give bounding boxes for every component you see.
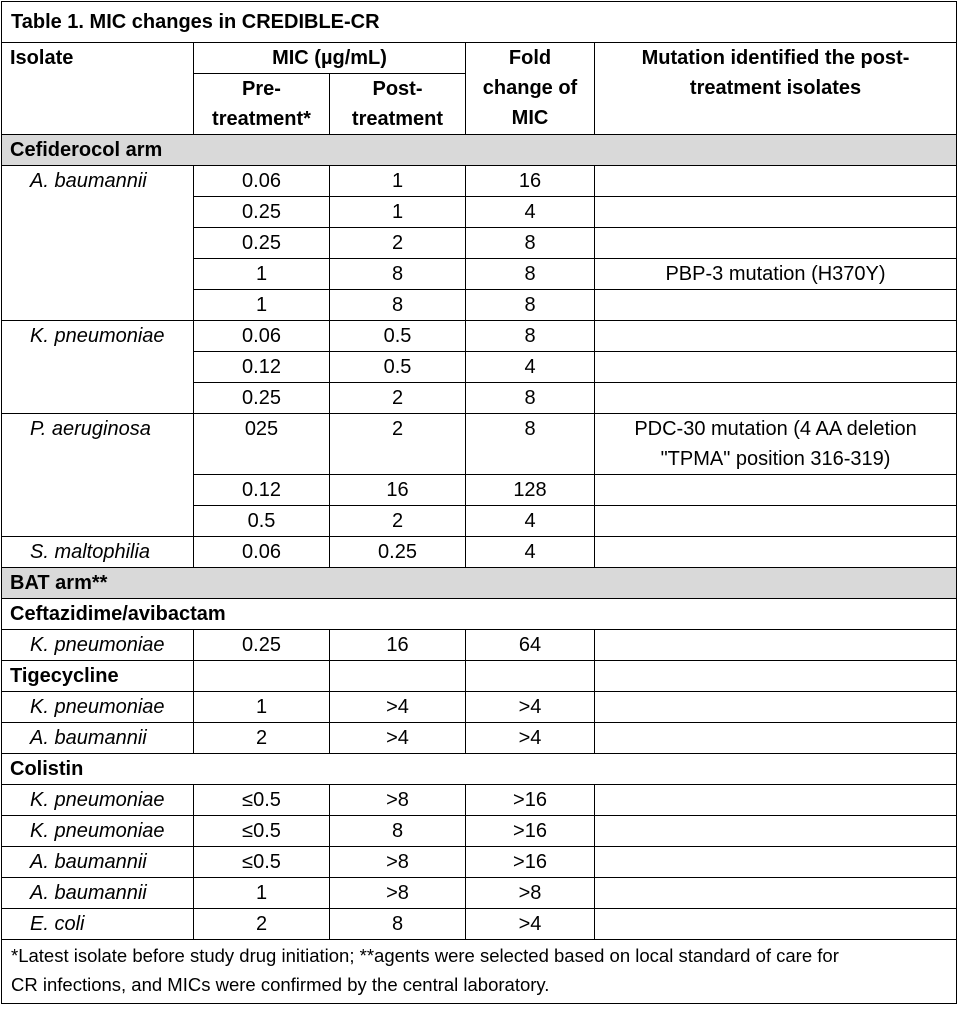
post-cell: 8 <box>330 259 466 290</box>
mutation-line1: PDC-30 mutation (4 AA deletion <box>634 418 917 440</box>
mutation-cell <box>595 197 957 228</box>
table-row <box>2 630 957 661</box>
mutation-cell <box>595 909 957 940</box>
fold-cell: >16 <box>466 785 595 816</box>
pre-cell: 025 <box>194 414 330 475</box>
fold-cell: >4 <box>466 723 595 754</box>
post-cell: 8 <box>330 290 466 321</box>
organism-cell <box>2 383 194 414</box>
mutation-cell <box>595 506 957 537</box>
pre-cell: 0.25 <box>194 630 330 661</box>
section-bat-arm: BAT arm** <box>2 568 957 599</box>
organism-cell <box>2 475 194 506</box>
post-cell: 2 <box>330 228 466 259</box>
organism-cell: A. baumannii <box>2 847 194 878</box>
fold-cell: 4 <box>466 352 595 383</box>
organism-cell <box>2 352 194 383</box>
post-cell: >4 <box>330 692 466 723</box>
organism-cell <box>2 197 194 228</box>
table-row <box>2 259 957 290</box>
mic-header: MIC (µg/mL) <box>194 43 466 74</box>
post-header-line1: Post- <box>372 78 423 100</box>
table-title-row <box>2 2 957 43</box>
post-cell: 0.5 <box>330 321 466 352</box>
table-row <box>2 692 957 723</box>
mutation-cell: PBP-3 mutation (H370Y) <box>595 259 957 290</box>
post-cell: 8 <box>330 909 466 940</box>
table-container <box>1 1 956 1004</box>
fold-cell: >16 <box>466 847 595 878</box>
fold-cell: >8 <box>466 878 595 909</box>
mutation-line2: "TPMA" position 316-319) <box>660 448 891 470</box>
pre-cell: 2 <box>194 723 330 754</box>
pre-cell: 1 <box>194 878 330 909</box>
mutation-cell <box>595 290 957 321</box>
pre-cell: 0.12 <box>194 352 330 383</box>
post-cell: 2 <box>330 506 466 537</box>
empty-cell <box>466 661 595 692</box>
pre-cell: 1 <box>194 692 330 723</box>
table-row <box>2 197 957 228</box>
post-header-line2: treatment <box>351 108 444 130</box>
fold-cell: 8 <box>466 383 595 414</box>
subsection-colistin: Colistin <box>2 754 957 785</box>
table-row <box>2 723 957 754</box>
table-row <box>2 228 957 259</box>
pre-cell: 1 <box>194 259 330 290</box>
table-title: Table 1. MIC changes in CREDIBLE-CR <box>2 2 957 43</box>
subsection-row-caz <box>2 599 957 630</box>
mutation-cell <box>595 878 957 909</box>
pre-cell: 0.06 <box>194 321 330 352</box>
fold-cell: >16 <box>466 816 595 847</box>
organism-cell: A. baumannii <box>2 723 194 754</box>
table-row <box>2 537 957 568</box>
mutation-cell <box>595 352 957 383</box>
pre-header-line1: Pre- <box>242 78 281 100</box>
subsection-ceftazidime-avibactam: Ceftazidime/avibactam <box>2 599 957 630</box>
table-row <box>2 909 957 940</box>
fold-header-line3: MIC <box>511 107 549 129</box>
organism-cell: S. maltophilia <box>2 537 194 568</box>
mutation-cell <box>595 785 957 816</box>
pre-cell: 0.25 <box>194 383 330 414</box>
table-row <box>2 475 957 506</box>
organism-cell <box>2 290 194 321</box>
post-cell: 1 <box>330 197 466 228</box>
table-row <box>2 414 957 475</box>
subsection-tigecycline: Tigecycline <box>2 661 194 692</box>
post-cell: 8 <box>330 816 466 847</box>
mutation-cell <box>595 321 957 352</box>
fold-header-line2: change of <box>482 77 578 99</box>
footnote-line2: CR infections, and MICs were confirmed by the central laboratory. <box>11 974 550 995</box>
pre-cell: 0.06 <box>194 537 330 568</box>
fold-cell: 4 <box>466 197 595 228</box>
mutation-header <box>595 43 957 135</box>
mutation-cell <box>595 816 957 847</box>
organism-cell: P. aeruginosa <box>2 414 194 475</box>
fold-cell: 8 <box>466 321 595 352</box>
pre-cell: 0.12 <box>194 475 330 506</box>
post-cell: >8 <box>330 878 466 909</box>
pre-treatment-header <box>194 74 330 135</box>
empty-cell <box>595 661 957 692</box>
organism-cell <box>2 228 194 259</box>
post-cell: 0.5 <box>330 352 466 383</box>
mutation-cell <box>595 723 957 754</box>
table-row <box>2 816 957 847</box>
mutation-cell <box>595 630 957 661</box>
mutation-cell <box>595 692 957 723</box>
organism-cell: A. baumannii <box>2 878 194 909</box>
table-row <box>2 878 957 909</box>
mutation-cell <box>595 847 957 878</box>
mutation-cell <box>595 537 957 568</box>
fold-cell: 8 <box>466 228 595 259</box>
fold-cell: 16 <box>466 166 595 197</box>
isolate-header: Isolate <box>2 43 194 135</box>
organism-cell: A. baumannii <box>2 166 194 197</box>
table-row <box>2 352 957 383</box>
organism-cell: K. pneumoniae <box>2 321 194 352</box>
organism-cell: E. coli <box>2 909 194 940</box>
mutation-header-line2: treatment isolates <box>689 77 862 99</box>
fold-cell: 8 <box>466 259 595 290</box>
empty-cell <box>330 661 466 692</box>
table-row <box>2 383 957 414</box>
fold-header-line1: Fold <box>508 47 552 69</box>
fold-cell: 64 <box>466 630 595 661</box>
post-cell: 0.25 <box>330 537 466 568</box>
pre-cell: 0.25 <box>194 228 330 259</box>
section-cefiderocol-arm: Cefiderocol arm <box>2 135 957 166</box>
subsection-row-tigecycline <box>2 661 957 692</box>
organism-cell: K. pneumoniae <box>2 785 194 816</box>
post-cell: 2 <box>330 383 466 414</box>
pre-cell: 0.06 <box>194 166 330 197</box>
table-row <box>2 321 957 352</box>
subsection-row-colistin <box>2 754 957 785</box>
mutation-cell <box>595 475 957 506</box>
footnote-line1: *Latest isolate before study drug initiation; **agents were selected based on local standard of care for <box>11 945 839 966</box>
section-row-cefiderocol <box>2 135 957 166</box>
organism-cell: K. pneumoniae <box>2 692 194 723</box>
organism-cell: K. pneumoniae <box>2 816 194 847</box>
fold-cell: 8 <box>466 290 595 321</box>
pre-cell: 0.5 <box>194 506 330 537</box>
empty-cell <box>194 661 330 692</box>
mutation-cell <box>595 414 957 475</box>
pre-cell: ≤0.5 <box>194 816 330 847</box>
organism-cell <box>2 506 194 537</box>
mutation-cell <box>595 228 957 259</box>
pre-cell: ≤0.5 <box>194 847 330 878</box>
mutation-cell <box>595 166 957 197</box>
pre-cell: 2 <box>194 909 330 940</box>
post-cell: 16 <box>330 475 466 506</box>
fold-cell: 4 <box>466 537 595 568</box>
fold-cell: 4 <box>466 506 595 537</box>
pre-cell: ≤0.5 <box>194 785 330 816</box>
post-cell: 16 <box>330 630 466 661</box>
section-row-bat <box>2 568 957 599</box>
organism-cell: K. pneumoniae <box>2 630 194 661</box>
table-row <box>2 847 957 878</box>
pre-cell: 1 <box>194 290 330 321</box>
footnote <box>2 940 957 1004</box>
header-row-1 <box>2 43 957 74</box>
post-treatment-header <box>330 74 466 135</box>
footnote-row <box>2 940 957 1004</box>
pre-header-line2: treatment* <box>212 108 311 130</box>
post-cell: >8 <box>330 847 466 878</box>
table-row <box>2 290 957 321</box>
mutation-header-line1: Mutation identified the post- <box>641 47 910 69</box>
pre-cell: 0.25 <box>194 197 330 228</box>
post-cell: 2 <box>330 414 466 475</box>
fold-cell: >4 <box>466 692 595 723</box>
table-row <box>2 785 957 816</box>
table-row <box>2 506 957 537</box>
fold-cell: 8 <box>466 414 595 475</box>
mic-table <box>1 1 957 1004</box>
organism-cell <box>2 259 194 290</box>
fold-cell: 128 <box>466 475 595 506</box>
post-cell: 1 <box>330 166 466 197</box>
table-row <box>2 166 957 197</box>
post-cell: >4 <box>330 723 466 754</box>
fold-change-header <box>466 43 595 135</box>
post-cell: >8 <box>330 785 466 816</box>
fold-cell: >4 <box>466 909 595 940</box>
mutation-cell <box>595 383 957 414</box>
